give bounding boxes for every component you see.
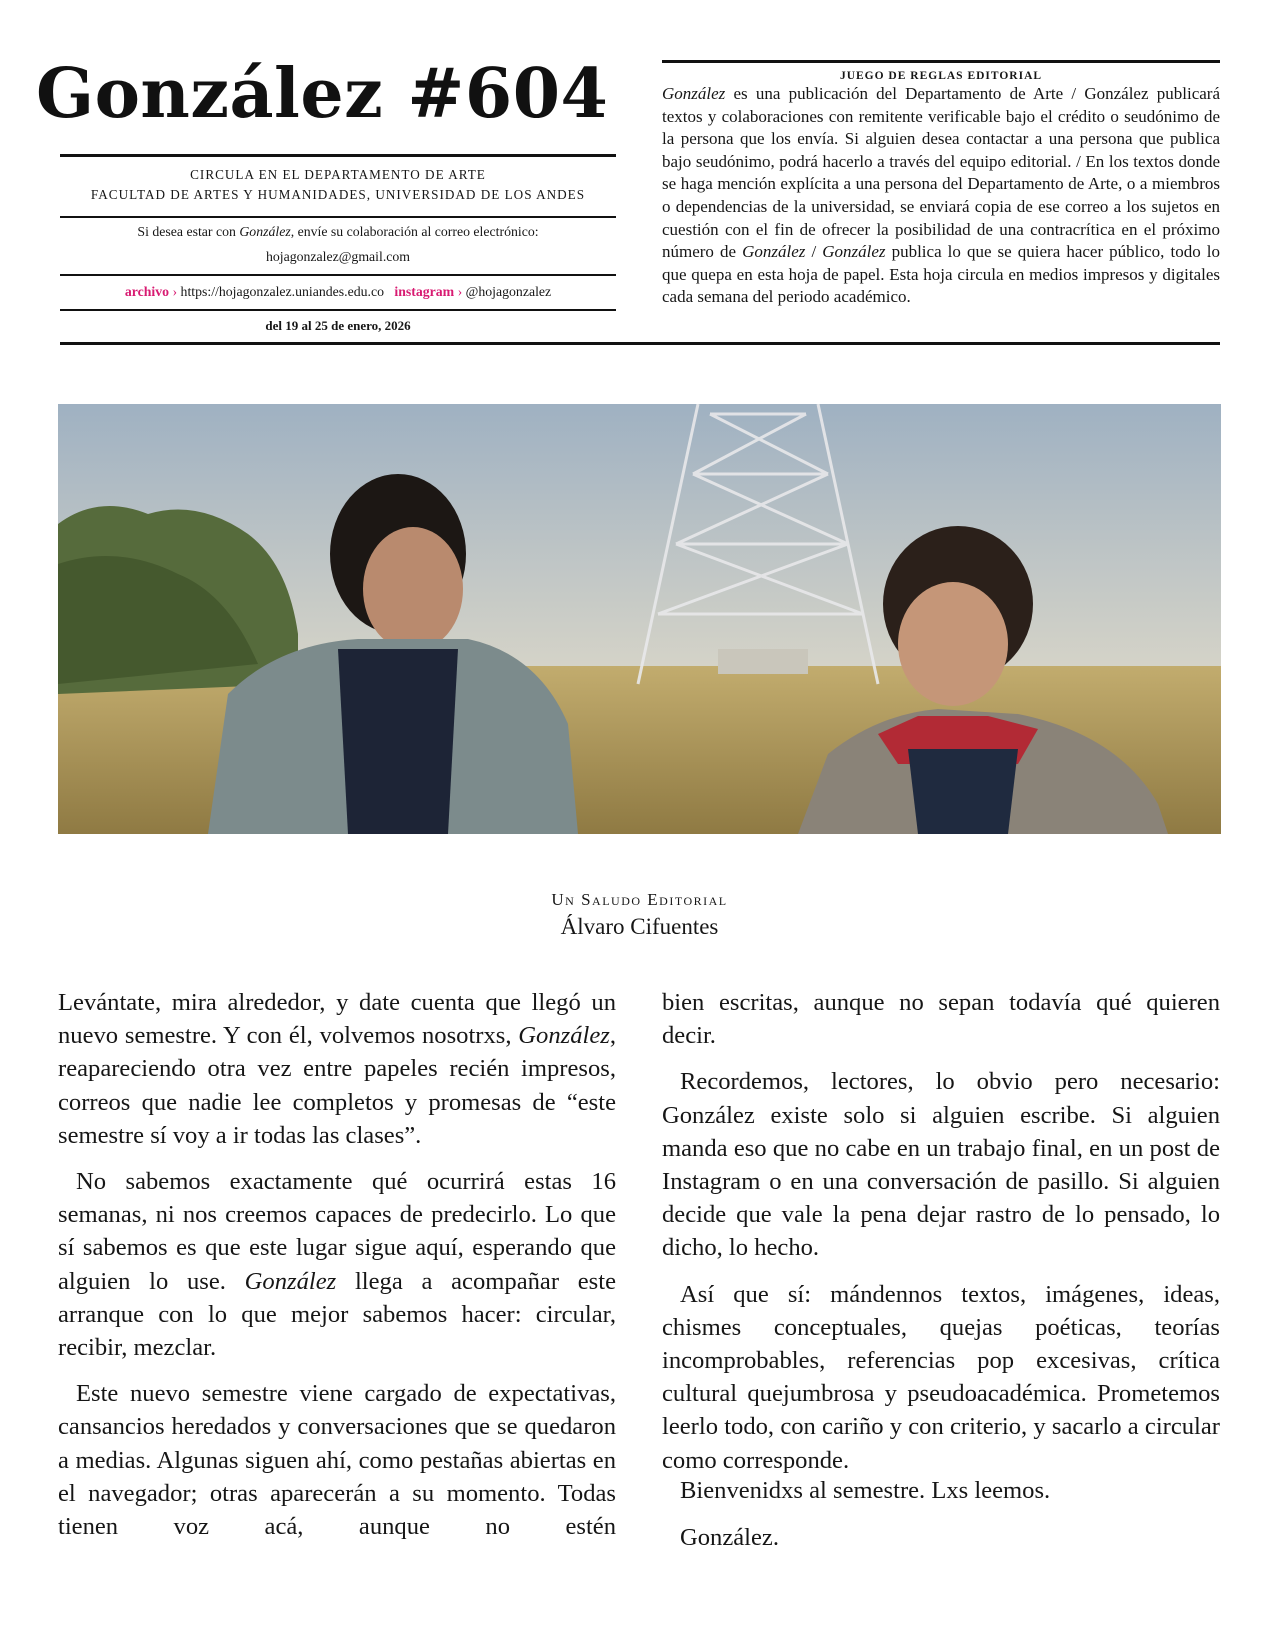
instagram-label[interactable]: instagram — [394, 284, 455, 299]
p2-text-a: No sabemos exactamente qué ocurrirá estas 16 semanas, ni nos creemos capaces de predecirlo. Lo que sí sabemos es que este lugar sigue aquí, esperando que alguien lo use. — [58, 1168, 616, 1295]
contact-line — [60, 224, 616, 240]
archive-label[interactable]: archivo — [124, 284, 170, 299]
rules-text — [662, 83, 1220, 309]
article-kicker: Un Saludo Editorial — [551, 890, 728, 909]
rules-sentence-2: / — [805, 242, 823, 262]
contact-email[interactable]: hojagonzalez@gmail.com — [265, 249, 411, 264]
masthead-divider-1 — [60, 216, 616, 218]
rules-italic-1: González — [662, 84, 726, 103]
masthead-rule-top — [60, 154, 616, 157]
rules-rule-top — [662, 60, 1220, 63]
chevron-right-icon: › — [172, 284, 178, 299]
rules-italic-2: González — [742, 242, 806, 262]
hero-photo-illustration — [58, 404, 1221, 834]
p2-italic: González — [244, 1267, 337, 1295]
article-column-right — [662, 986, 1220, 1490]
paragraph-3: Este nuevo semestre viene cargado de expectativas, cansancios heredados y conversaciones que se quedaron a medias. Algunas siguen ahí, como pestañas abiertas en el navegador; otras aparecerán a su momento. Todas tienen voz acá, aunque no estén — [58, 1380, 616, 1541]
paragraph-4: Recordemos, lectores, lo obvio pero necesario: González existe solo si alguien escribe. Si alguien manda eso que no cabe en un trabajo final, en un post de Instagram o en una conversación de pasillo. Si alguien decide que vale la pena dejar rastro de lo pensado, lo dicho, lo hecho. — [662, 1068, 1220, 1262]
rules-italic-3: González — [822, 242, 886, 262]
links-line — [60, 284, 616, 300]
article-column-left — [58, 986, 616, 1556]
header-rule-bottom — [60, 342, 1220, 345]
rules-sentence-3: publica lo que se quiera hacer público, todo lo que quepa en esta hoja de papel. Esta hoja circula en medios impresos y digitales cada semana del periodo académico. — [662, 242, 1220, 307]
hero-photo — [58, 404, 1221, 834]
paragraph-5: Así que sí: mándennos textos, imágenes, ideas, chismes conceptuales, quejas poéticas, teorías incomprobables, referencias pop excesivas, crítica cultural quejumbrosa y pseudoacadémica. Prometemos leerlo todo, con cariño y con criterio, y sacarlo a circular como corresponde. — [662, 1280, 1220, 1474]
rules-sentence-1: es una publicación del Departamento de Arte / González publicará textos y colaboraciones con remitente verificable bajo el crédito o seudónimo de la persona que los envía. Si alguien desea contactar a una persona que publica bajo seudónimo, podrá hacerlo a través del equipo editorial. / En los textos donde se haga mención explícita a una persona del Departamento de Arte, o a miembros o dependencias de la universidad, se enviará copia de ese correo a los sujetos en cuestión con el fin de ofrecer la posibilidad de una contracrítica en el próximo número de — [662, 84, 1220, 262]
signoff-line-2: González. — [680, 1524, 779, 1551]
p1-italic: González — [518, 1022, 610, 1050]
rules-heading: JUEGO DE REGLAS EDITORIAL — [839, 70, 1043, 82]
issue-date: del 19 al 25 de enero, 2026 — [265, 318, 411, 333]
archive-url[interactable]: https://hojagonzalez.uniandes.edu.co — [180, 284, 384, 299]
p1-text-a: Levántate, mira alrededor, y date cuenta que llegó un nuevo semestre. Y con él, volvemos nosotrxs, — [58, 989, 616, 1050]
paragraph-3-continued: bien escritas, aunque no sepan todavía qué quieren decir. — [662, 989, 1220, 1050]
contact-name: González — [239, 224, 291, 239]
instagram-handle[interactable]: @hojagonzalez — [465, 284, 552, 299]
chevron-right-icon: › — [457, 284, 463, 299]
paragraph-2 — [58, 1165, 616, 1364]
circulation-line-2: FACULTAD DE ARTES Y HUMANIDADES, UNIVERSIDAD DE LOS ANDES — [90, 187, 586, 202]
circulation-line-1: CIRCULA EN EL DEPARTAMENTO DE ARTE — [190, 167, 486, 182]
masthead-title: González #604 — [36, 54, 609, 134]
contact-suffix: , envíe su colaboración al correo electrónico: — [290, 224, 539, 239]
paragraph-1 — [58, 986, 616, 1152]
p1-text-b: , reapareciendo otra vez entre papeles recién impresos, correos que nadie lee completos y promesas de “este semestre sí voy a ir todas las clases”. — [58, 1022, 616, 1149]
p2-text-b: llega a acompañar este arranque con lo que mejor sabemos hacer: circular, recibir, mezclar. — [58, 1267, 616, 1362]
contact-prefix: Si desea estar con — [137, 224, 240, 239]
masthead-divider-2 — [60, 274, 616, 276]
signoff-line-1: Bienvenidxs al semestre. Lxs leemos. — [680, 1477, 1051, 1504]
masthead-divider-3 — [60, 309, 616, 311]
article-author: Álvaro Cifuentes — [560, 914, 719, 939]
